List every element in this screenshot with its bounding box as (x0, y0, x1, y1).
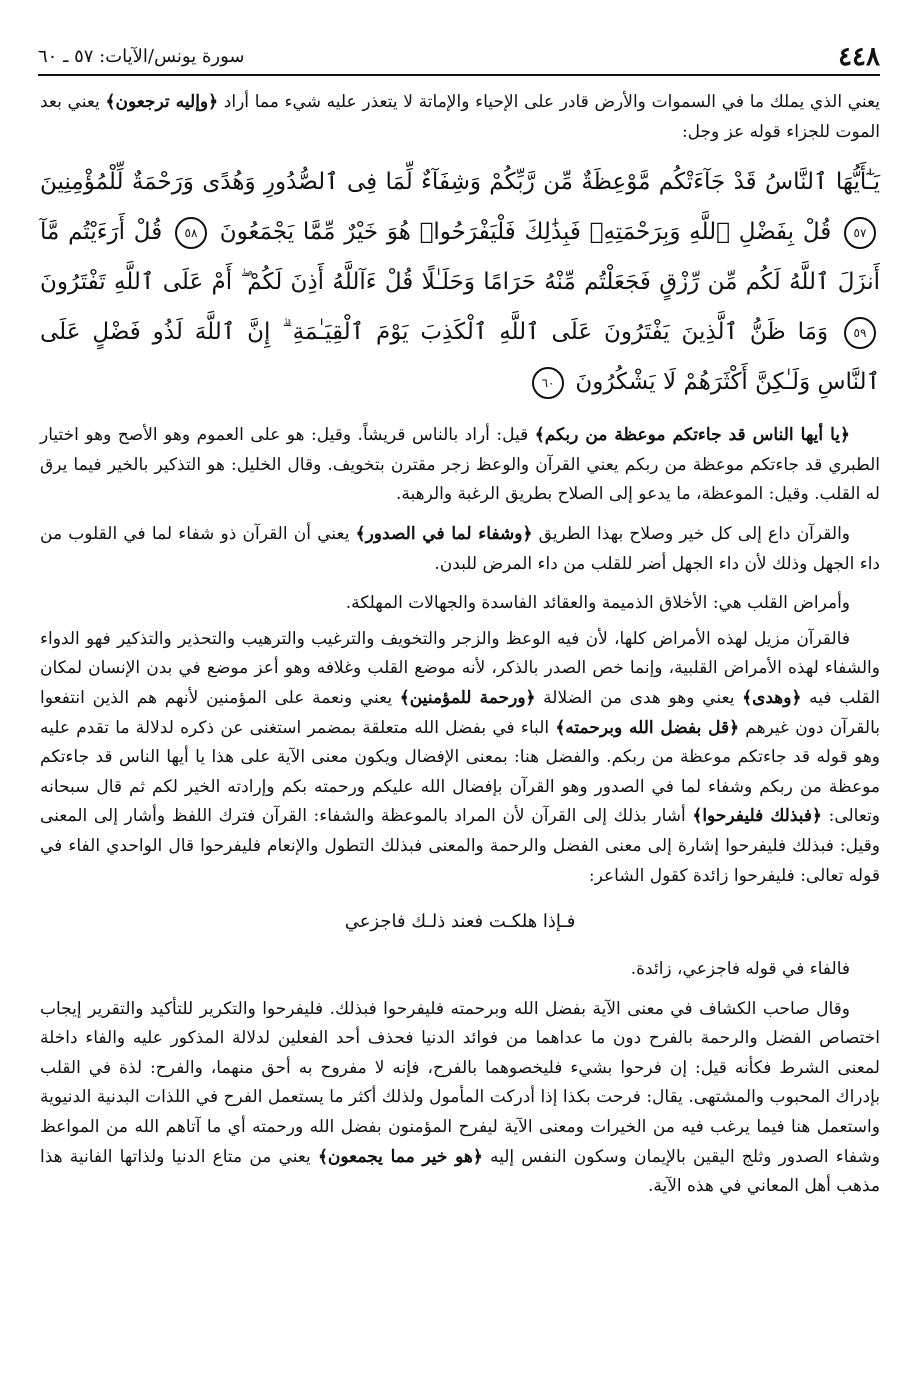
quran-verses-block (40, 157, 880, 407)
p6-text-b: يعني من متاع الدنيا ولذاتها الفانية هذا مذهب أهل المعاني في هذه الآية. (40, 1146, 880, 1197)
intro-tail: يعني بعد الموت للجزاء قوله عز وجل: (40, 92, 880, 142)
commentary-paragraph-4 (40, 625, 880, 891)
ayah-number-60: ٦٠ (532, 367, 564, 399)
p6-text-a: وقال صاحب الكشاف في معنى الآية بفضل الله وبرحمته فليفرحوا فبذلك. فليفرحوا والتكرير للتأكيد والتقرير إيجاب اختصاص الفضل والرحمة بالفرح دون ما عداهما من فوائد الدنيا فحذف أحد الفعلين لدلالة المذكور عليه والفاء داخلة لمعنى الشرط فكأنه قيل: إن فرحوا بشيء فليخصوهما بالفرح، فإنه لا مفروح به أحق منهما، والفرح: لذة في القلب بإدراك المحبوب والمشتهى. يقال: فرحت بكذا إذا أدركت المأمول ولذلك أكثر ما يستعمل الفرح في اللذات البدنية الدنيوية واستعمل هنا فيما يرغب فيه من الخيرات ومعنى الآية ليفرح المؤمنون بفضل الله ورحمته أي ما آتاهم الله من المواعظ وشفاء الصدور وثلج اليقين بالإيمان وسكون النفس إليه (40, 998, 880, 1167)
p4-text-b: يعني وهو هدى من الضلالة (535, 687, 743, 708)
verse-57: يَـٰٓأَيُّهَا ٱلنَّاسُ قَدْ جَآءَتْكُم مَّوْعِظَةٌ مِّن رَّبِّكُمْ وَشِفَآءٌ لِّمَا فِى ٱلصُّدُورِ وَهُدًى وَرَحْمَةٌ لِّلْمُؤْمِنِينَ (40, 169, 880, 196)
commentary-paragraph-5: فالفاء في قوله فاجزعي، زائدة. (630, 959, 850, 980)
commentary-paragraph-1 (40, 421, 880, 510)
p1-text: قيل: أراد بالناس قريشاً. وقيل: هو على العموم وهو الأصح وهو اختيار الطبري قد جاءتكم موعظة من ربكم يعني القرآن والوعظ زجر مقترن بتخويف. وقال الخليل: هو التذكير بالخير فيما يرق له القلب. وقيل: الموعظة، ما يدعو إلى الصلاح بطريق الرغبة والرهبة. (40, 425, 880, 505)
verse-60: وَمَا ظَنُّ ٱلَّذِينَ يَفْتَرُونَ عَلَى ٱللَّهِ ٱلْكَذِبَ يَوْمَ ٱلْقِيَـٰمَةِ ۗ إِنَّ ٱللَّهَ لَذُو فَضْلٍ عَلَى ٱلنَّاسِ وَلَـٰكِنَّ أَكْثَرَهُمْ لَا يَشْكُرُونَ (40, 319, 880, 396)
ayah-number-59: ٥٩ (844, 317, 876, 349)
p6-quote-1: ﴿هو خير مما يجمعون﴾ (317, 1146, 483, 1167)
p4-text-d: الباء في بفضل الله متعلقة بمضمر استغنى عن ذكره لدلالة ما تقدم عليه وهو قوله قد جاءتكم موعظة من ربكم. والفضل هنا: بمعنى الإفضال ويكون معنى الآية على هذا يا أيها الناس قد جاءتكم موعظة من ربكم وشفاء لما في الصدور وهو القرآن بإفضال الله عليكم ورحمته بكم وإرادته الخير لكم ثم قال سبحانه وتعالى: (40, 717, 880, 827)
commentary-paragraph-3: وأمراض القلب هي: الأخلاق الذميمة والعقائد الفاسدة والجهالات المهلكة. (345, 593, 850, 614)
verse-58: قُلْ بِفَضْلِ ٱللَّهِ وَبِرَحْمَتِهِۦ فَبِذَٰلِكَ فَلْيَفْرَحُوا۟ هُوَ خَيْرٌ مِّمَّا يَجْمَعُونَ (219, 219, 832, 246)
p4-text-e: أشار بذلك إلى القرآن لأن المراد بالموعظة والشفاء: القرآن فترك اللفظ وأشار إلى المعنى وقيل: فبذلك فليفرحوا إشارة إلى معنى الفضل والرحمة والمعنى فبذلك التطول والإنعام فليفرحوا قال الواحدي الفاء في قوله تعالى: فليفرحوا زائدة كقول الشاعر: (40, 806, 880, 886)
page-header (38, 40, 880, 76)
p2-quote: ﴿وشفاء لما في الصدور﴾ (355, 523, 533, 544)
intro-text: يعني الذي يملك ما في السموات والأرض قادر على الإحياء والإماتة لا يتعذر عليه شيء مما أراد (218, 92, 880, 112)
page-body (40, 88, 880, 1202)
poem-verse: فـإذا هلكـت فعند ذلـك فاجزعي (344, 911, 576, 933)
p4-quote-1: ﴿وهدى﴾ (742, 687, 802, 708)
ayah-number-58: ٥٨ (175, 217, 207, 249)
running-title: سورة يونس/الآيات: ٥٧ ـ ٦٠ (38, 46, 245, 67)
verse-59: قُلْ أَرَءَيْتُم مَّآ أَنزَلَ ٱللَّهُ لَكُم مِّن رِّزْقٍ فَجَعَلْتُم مِّنْهُ حَرَامًا وَحَلَـٰلًا قُلْ ءَآللَّهُ أَذِنَ لَكُمْ ۖ أَمْ عَلَى ٱللَّهِ تَفْتَرُونَ (40, 219, 880, 296)
p4-quote-3: ﴿قل بفضل الله وبرحمته﴾ (555, 717, 740, 738)
p4-text-c: يعني ونعمة على المؤمنين لأنهم هم الذين انتفعوا بالقرآن دون غيرهم (40, 687, 880, 738)
commentary-paragraph-2 (40, 520, 880, 579)
ayah-number-57: ٥٧ (844, 217, 876, 249)
intro-quote: ﴿وإليه ترجعون﴾ (105, 92, 219, 112)
p1-quote: ﴿يا أيها الناس قد جاءتكم موعظة من ربكم﴾ (534, 425, 850, 446)
intro-paragraph (40, 88, 880, 147)
page-number: ٤٤٨ (838, 42, 880, 72)
p4-quote-2: ﴿ورحمة للمؤمنين﴾ (399, 687, 536, 708)
p4-quote-4: ﴿فبذلك فليفرحوا﴾ (692, 806, 822, 827)
p2-text: والقرآن داع إلى كل خير وصلاح بهذا الطريق (532, 523, 851, 544)
p2-tail: يعني أن القرآن ذو شفاء لما في القلوب من داء الجهل وذلك لأن داء الجهل أضر للقلب من داء المرض للبدن. (40, 523, 880, 574)
p4-text-a: فالقرآن مزيل لهذه الأمراض كلها، لأن فيه الوعظ والزجر والتخويف والترغيب والترهيب والتحذير والتذكير فهو الدواء والشفاء لهذه الأمراض القلبية، وإنما خص الصدر بالذكر، لأنه موضع القلب وغلافه وهو أعز موضع في بدن الإنسان لمكان القلب فيه (40, 628, 880, 708)
commentary-paragraph-6 (40, 995, 880, 1202)
